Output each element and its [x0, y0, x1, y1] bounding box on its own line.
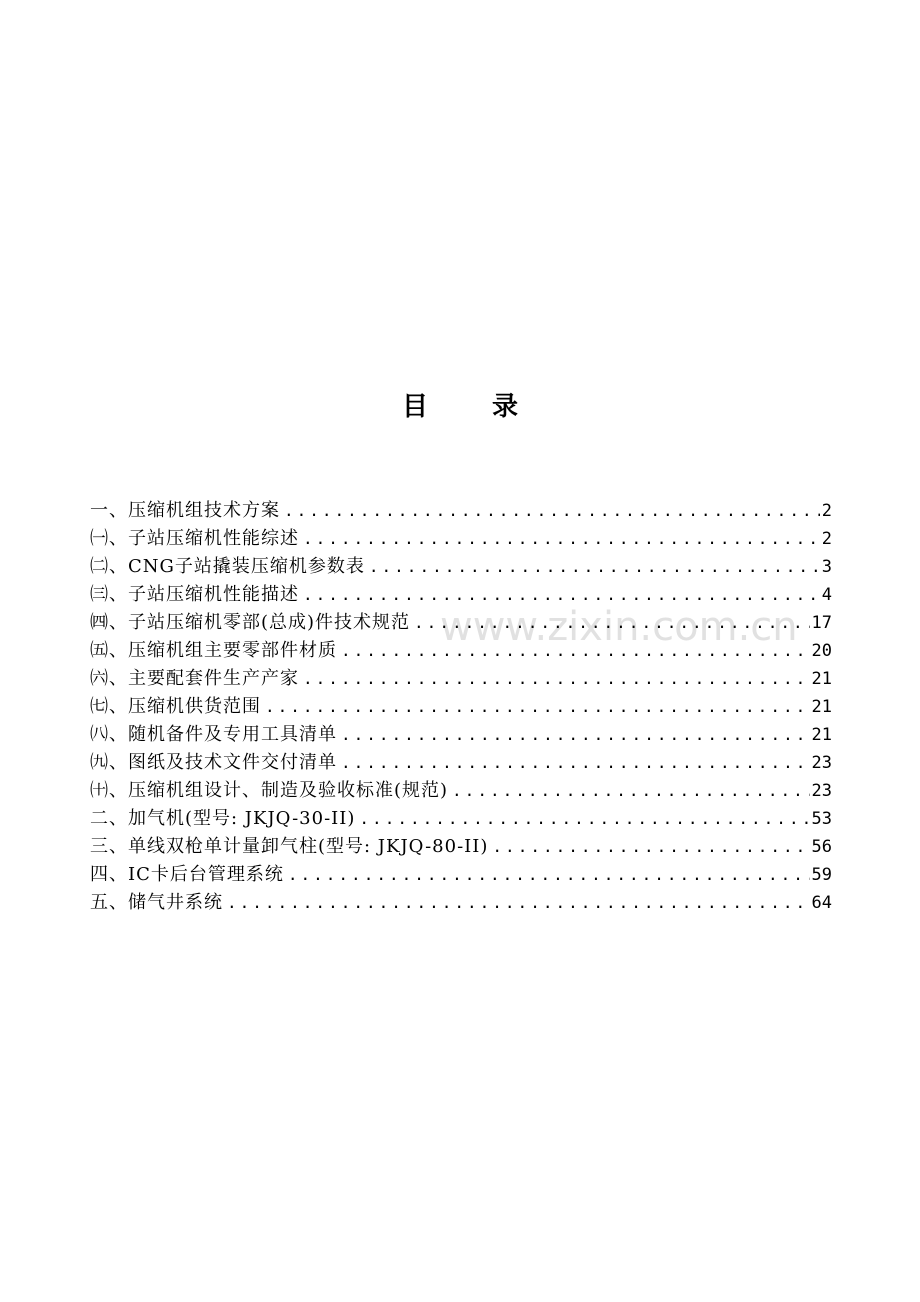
toc-entry-label: ㈣、子站压缩机零部(总成)件技术规范	[90, 612, 411, 633]
toc-entry-page: 21	[811, 669, 832, 689]
toc-entry-page: 53	[811, 809, 832, 829]
toc-entry[interactable]	[90, 721, 832, 749]
toc-entry[interactable]	[90, 861, 832, 889]
toc-entry-page: 59	[811, 865, 832, 885]
toc-leader-dots	[414, 609, 809, 637]
toc-entry-page: 23	[811, 781, 832, 801]
toc-entry-page: 4	[821, 585, 832, 605]
toc-leader-dots	[303, 581, 820, 609]
toc-entry[interactable]	[90, 525, 832, 553]
toc-entry[interactable]	[90, 889, 832, 917]
toc-leader-dots	[284, 497, 820, 525]
table-of-contents	[90, 497, 832, 917]
page-title	[0, 386, 920, 423]
toc-leader-dots	[359, 805, 809, 833]
toc-entry-page: 2	[821, 529, 832, 549]
toc-entry-label: 二、加气机(型号: JKJQ-30-II)	[90, 808, 356, 829]
toc-leader-dots	[492, 833, 809, 861]
toc-entry-page: 20	[811, 641, 832, 661]
toc-entry[interactable]	[90, 637, 832, 665]
toc-entry-page: 17	[811, 613, 832, 633]
toc-entry-page: 56	[811, 837, 832, 857]
toc-entry-label: ㈩、压缩机组设计、制造及验收标准(规范)	[90, 780, 449, 801]
toc-entry-label: ㈢、子站压缩机性能描述	[90, 584, 299, 605]
toc-entry-page: 2	[821, 501, 832, 521]
toc-entry-label: ㈤、压缩机组主要零部件材质	[90, 640, 337, 661]
toc-leader-dots	[341, 721, 810, 749]
toc-leader-dots	[303, 665, 810, 693]
toc-entry[interactable]	[90, 749, 832, 777]
toc-entry-page: 21	[811, 697, 832, 717]
toc-entry-label: ㈡、CNG子站撬装压缩机参数表	[90, 556, 365, 577]
toc-entry[interactable]	[90, 805, 832, 833]
toc-leader-dots	[265, 693, 810, 721]
toc-leader-dots	[341, 637, 810, 665]
toc-entry[interactable]	[90, 609, 832, 637]
toc-leader-dots	[369, 553, 820, 581]
toc-entry-label: ㈠、子站压缩机性能综述	[90, 528, 299, 549]
toc-entry-label: ㈦、压缩机供货范围	[90, 696, 261, 717]
toc-leader-dots	[452, 777, 809, 805]
toc-entry-page: 3	[821, 557, 832, 577]
toc-entry-label: ㈥、主要配套件生产产家	[90, 668, 299, 689]
toc-entry[interactable]	[90, 665, 832, 693]
watermark: www.zixin.com.cn	[440, 604, 798, 650]
toc-leader-dots	[303, 525, 820, 553]
toc-leader-dots	[288, 861, 810, 889]
toc-entry[interactable]	[90, 581, 832, 609]
toc-entry-label: 一、压缩机组技术方案	[90, 500, 280, 521]
toc-entry[interactable]	[90, 553, 832, 581]
title-char-2: 录	[492, 392, 519, 422]
toc-entry-page: 23	[811, 753, 832, 773]
toc-entry-label: 四、IC卡后台管理系统	[90, 864, 284, 885]
toc-entry-label: 五、储气井系统	[90, 892, 223, 913]
toc-entry-label: ㈧、随机备件及专用工具清单	[90, 724, 337, 745]
toc-entry-label: ㈨、图纸及技术文件交付清单	[90, 752, 337, 773]
title-char-1: 目	[401, 392, 428, 422]
toc-entry-page: 21	[811, 725, 832, 745]
toc-entry[interactable]	[90, 693, 832, 721]
toc-entry[interactable]	[90, 497, 832, 525]
toc-entry[interactable]	[90, 777, 832, 805]
toc-leader-dots	[341, 749, 810, 777]
toc-entry[interactable]	[90, 833, 832, 861]
toc-leader-dots	[227, 889, 810, 917]
toc-entry-label: 三、单线双枪单计量卸气柱(型号: JKJQ-80-II)	[90, 836, 489, 857]
toc-entry-page: 64	[811, 893, 832, 913]
